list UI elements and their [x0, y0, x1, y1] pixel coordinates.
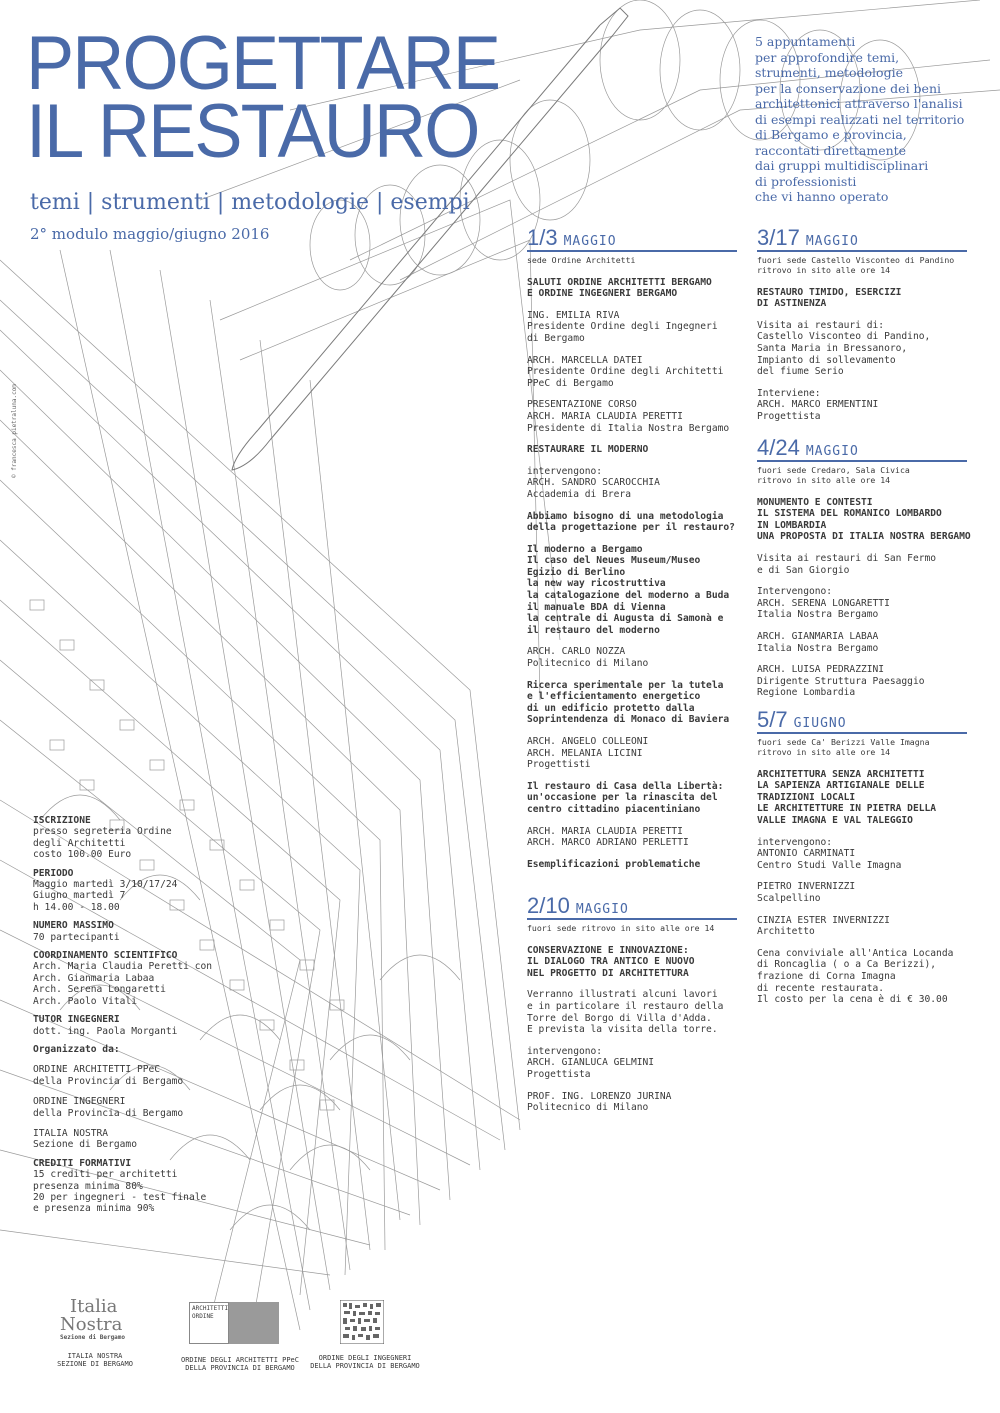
text-line: la new way ricostruttiva	[527, 578, 666, 590]
text-line: Accademia di Brera	[527, 488, 631, 500]
info-line: Maggio martedì 3/10/17/24	[33, 879, 178, 891]
module-label: 2° modulo maggio/giugno 2016	[30, 225, 270, 243]
text-line: ARCH. MARIA CLAUDIA PERETTI	[527, 825, 683, 837]
event-2	[527, 893, 737, 1124]
text-line: Abbiamo bisogno di una metodologia	[527, 510, 724, 522]
info-heading-org: Organizzato da:	[33, 1043, 120, 1055]
event-speaker	[757, 948, 967, 1006]
architetti-mark	[189, 1302, 279, 1344]
event-date	[527, 893, 737, 920]
text-line: Presidente di Italia Nostra Bergamo	[527, 422, 730, 434]
location-line: fuori sede Castello Visconteo di Pandino	[757, 254, 955, 265]
event-speaker	[757, 631, 971, 654]
event-speaker	[757, 586, 971, 621]
text-line: Progettista	[757, 410, 821, 422]
event-day: 2/10	[527, 893, 570, 918]
info-line: Arch. Maria Claudia Peretti con	[33, 961, 213, 973]
text-line: e di San Giorgio	[757, 564, 850, 576]
text-line: ARCH. GIANLUCA GELMINI	[527, 1057, 655, 1069]
event-day: 3/17	[757, 225, 800, 250]
event-topic	[527, 544, 737, 637]
info-line: dott. ing. Paola Morganti	[33, 1025, 178, 1037]
text-line: Italia Nostra Bergamo	[757, 642, 879, 654]
info-line: 15 crediti per architetti	[33, 1169, 178, 1181]
text-line: CINZIA ESTER INVERNIZZI	[757, 914, 890, 926]
event-speaker	[757, 881, 967, 904]
organizer-line: ORDINE INGEGNERI	[33, 1096, 126, 1108]
architetti-mark-text: ARCHITETTI ORDINE	[189, 1302, 229, 1344]
event-topic	[527, 277, 737, 300]
info-line: presenza minima 80%	[33, 1180, 143, 1192]
event-speaker	[527, 399, 737, 434]
event-speaker	[757, 664, 971, 699]
event-speaker	[527, 989, 737, 1035]
text-line: RESTAURO TIMIDO, ESERCIZI	[757, 286, 902, 298]
info-heading-numero: NUMERO MASSIMO	[33, 920, 114, 932]
location-line: ritrovo in sito alle ore 14	[757, 264, 891, 275]
organizer-line: Sezione di Bergamo	[33, 1139, 137, 1151]
caption-line: SEZIONE DI BERGAMO	[57, 1360, 133, 1368]
text-line: la catalogazione del moderno a Buda	[527, 590, 730, 602]
text-line: Il caso del Neues Museum/Museo	[527, 555, 701, 567]
location-line: fuori sede Ca' Berizzi Valle Imagna	[757, 736, 930, 747]
event-4	[757, 435, 971, 709]
text-line: PIETRO INVERNIZZI	[757, 881, 856, 893]
intro-line: che vi hanno operato	[755, 189, 889, 204]
event-day: 4/24	[757, 435, 800, 460]
info-line: Arch. Gianmaria Labaa	[33, 972, 155, 984]
location-line: fuori sede Credaro, Sala Civica	[757, 464, 910, 475]
photo-credit: © francesca pietraluna.com	[11, 384, 18, 478]
text-line: di recente restaurata.	[757, 982, 885, 994]
info-line: Giugno martedì 7	[33, 890, 126, 902]
organizer	[33, 1128, 212, 1151]
organizer	[33, 1064, 212, 1087]
event-month: MAGGIO	[563, 234, 617, 249]
organizer-line: ITALIA NOSTRA	[33, 1127, 109, 1139]
text-line: Intervengono:	[757, 586, 833, 598]
info-heading-tutor: TUTOR INGEGNERI	[33, 1014, 120, 1026]
text-line: Architetto	[757, 926, 815, 938]
event-topic	[527, 511, 737, 534]
organizer-line: della Provincia di Bergamo	[33, 1107, 184, 1119]
event-speaker	[527, 1091, 737, 1114]
text-line: ARCH. MARCELLA DATEI	[527, 354, 643, 366]
text-line: Il costo per la cena è di € 30.00	[757, 994, 948, 1006]
intro-line: raccontati direttamente	[755, 142, 907, 158]
text-line: DI ASTINENZA	[757, 298, 827, 310]
text-line: ARCH. MARCO ERMENTINI	[757, 399, 879, 411]
text-line: Italia Nostra Bergamo	[757, 609, 879, 621]
caption-line: ORDINE DEGLI INGEGNERI	[318, 1354, 412, 1362]
event-month: MAGGIO	[575, 902, 629, 917]
text-line: Impianto di sollevamento	[757, 354, 896, 366]
logo-mark-1: Italia	[70, 1296, 118, 1317]
event-speaker	[757, 837, 967, 872]
event-month: MAGGIO	[805, 234, 859, 249]
text-line: LA SAPIENZA ARTIGIANALE DELLE	[757, 780, 925, 792]
text-line: Il restauro di Casa della Libertà:	[527, 780, 724, 792]
text-line: di Bergamo	[527, 332, 585, 344]
organizer	[33, 1096, 212, 1119]
text-line: RESTAURARE IL MODERNO	[527, 444, 649, 456]
event-topic	[527, 859, 737, 871]
event-speaker	[757, 915, 967, 938]
event-speaker	[527, 310, 737, 345]
text-line: Il moderno a Bergamo	[527, 543, 643, 555]
info-heading-iscrizione: ISCRIZIONE	[33, 815, 91, 826]
text-line: Politecnico di Milano	[527, 658, 649, 670]
text-line: ING. EMILIA RIVA	[527, 309, 620, 321]
info-heading-periodo: PERIODO	[33, 867, 74, 879]
text-line: centro cittadino piacentiniano	[527, 803, 701, 815]
event-location	[757, 737, 967, 757]
text-line: Regione Lombardia	[757, 687, 856, 699]
text-line: Presidente Ordine degli Architetti	[527, 366, 724, 378]
location-line: fuori sede ritrovo in sito alle ore 14	[527, 922, 715, 933]
text-line: PROF. ING. LORENZO JURINA	[527, 1090, 672, 1102]
text-line: Soprintendenza di Monaco di Baviera	[527, 714, 730, 726]
event-month: MAGGIO	[805, 444, 859, 459]
logo-mark-3: Sezione di Bergamo	[60, 1334, 126, 1341]
location-line: ritrovo in sito alle ore 14	[757, 746, 891, 757]
text-line: CONSERVAZIONE E INNOVAZIONE:	[527, 944, 689, 956]
event-3	[757, 225, 967, 433]
event-day: 5/7	[757, 707, 788, 732]
text-line: E prevista la visita della torre.	[527, 1024, 718, 1036]
text-line: frazione di Corna Imagna	[757, 970, 896, 982]
text-line: Progettista	[527, 1068, 591, 1080]
text-line: IL DIALOGO TRA ANTICO E NUOVO	[527, 956, 695, 968]
intro-line: 5 appuntamenti	[755, 34, 856, 49]
text-line: ARCH. CARLO NOZZA	[527, 646, 626, 658]
text-line: IN LOMBARDIA	[757, 519, 827, 531]
text-line: ARCH. MELANIA LICINI	[527, 747, 643, 759]
text-line: e in particolare il restauro della	[527, 1000, 724, 1012]
event-date	[757, 225, 967, 252]
event-location	[527, 255, 737, 265]
intro-line: per approfondire temi,	[755, 49, 900, 65]
poster-subtitle: temi | strumenti | metodologie | esempi	[30, 190, 470, 215]
text-line: MONUMENTO E CONTESTI	[757, 496, 873, 508]
text-line: la centrale di Augusta di Samonà e	[527, 613, 724, 625]
poster-title	[26, 21, 500, 174]
info-line: e presenza minima 90%	[33, 1203, 155, 1215]
caption-italia-nostra	[40, 1352, 150, 1368]
text-line: Presidente Ordine degli Ingegneri	[527, 321, 718, 333]
event-speaker	[527, 826, 737, 849]
text-line: Verranno illustrati alcuni lavori	[527, 989, 718, 1001]
text-line: UNA PROPOSTA DI ITALIA NOSTRA BERGAMO	[757, 531, 971, 543]
logo-mark-2: Nostra	[60, 1314, 123, 1335]
intro-line: strumenti, metodologie	[755, 65, 903, 80]
info-line: costo 100.00 Euro	[33, 849, 132, 861]
text-line: Scalpellino	[757, 892, 821, 904]
text-line: Dirigente Struttura Paesaggio	[757, 675, 925, 687]
caption-ingegneri	[300, 1354, 430, 1370]
event-5	[757, 707, 967, 1016]
qr-code-icon	[340, 1300, 384, 1344]
event-topic	[527, 945, 737, 980]
text-line: LE ARCHITETTURE IN PIETRA DELLA	[757, 803, 937, 815]
text-line: Santa Maria in Bressanoro,	[757, 342, 908, 354]
text-line: PRESENTAZIONE CORSO	[527, 399, 637, 411]
text-line: E ORDINE INGEGNERI BERGAMO	[527, 288, 678, 300]
logo-italia-nostra	[40, 1298, 150, 1368]
text-line: Cena conviviale all'Antica Locanda	[757, 947, 954, 959]
intro-line: di Bergamo e provincia,	[755, 127, 907, 142]
intro-line: di esempi realizzati nel territorio	[755, 111, 965, 127]
text-line: ARCHITETTURA SENZA ARCHITETTI	[757, 768, 925, 780]
text-line: Castello Visconteo di Pandino,	[757, 331, 931, 343]
organizer-line: ORDINE ARCHITETTI PPeC	[33, 1064, 161, 1076]
text-line: PPeC di Bergamo	[527, 377, 614, 389]
caption-line: ORDINE DEGLI ARCHITETTI PPeC	[180, 1356, 299, 1364]
event-topic	[527, 444, 737, 456]
text-line: ARCH. MARCO ADRIANO PERLETTI	[527, 837, 689, 849]
title-line-2: IL RESTAURO	[26, 89, 479, 174]
text-line: Interviene:	[757, 387, 821, 399]
text-line: di un edificio protetto dalla	[527, 702, 695, 714]
text-line: ARCH. SANDRO SCAROCCHIA	[527, 477, 660, 489]
event-month: GIUGNO	[793, 716, 847, 731]
text-line: VALLE IMAGNA E VAL TALEGGIO	[757, 814, 913, 826]
logo-architetti	[175, 1302, 305, 1372]
info-heading-coord: COORDINAMENTO SCIENTIFICO	[33, 950, 178, 962]
caption-line: DELLA PROVINCIA DI BERGAMO	[185, 1364, 295, 1372]
intro-line: di professionisti	[755, 173, 857, 189]
event-speaker	[527, 646, 737, 669]
info-line: Arch. Serena Longaretti	[33, 984, 166, 996]
text-line: Visita ai restauri di:	[757, 319, 885, 331]
text-line: ARCH. LUISA PEDRAZZINI	[757, 664, 885, 676]
location-line: sede Ordine Architetti	[527, 254, 636, 265]
text-line: TRADIZIONI LOCALI	[757, 791, 856, 803]
title-line-1: PROGETTARE	[26, 21, 500, 106]
event-date	[757, 707, 967, 734]
text-line: Visita ai restauri di San Fermo	[757, 552, 937, 564]
text-line: ARCH. MARIA CLAUDIA PERETTI	[527, 410, 683, 422]
text-line: intervengono:	[527, 465, 603, 477]
text-line: il restauro del moderno	[527, 624, 660, 636]
text-line: ARCH. ANGELO COLLEONI	[527, 736, 649, 747]
text-line: Egizio di Berlino	[527, 566, 626, 578]
event-speaker	[757, 320, 967, 378]
event-speaker	[527, 1046, 737, 1081]
event-speaker	[527, 736, 737, 771]
intro-line: architettonici attraverso l'analisi	[755, 96, 963, 111]
info-column	[33, 808, 212, 1215]
event-date	[527, 225, 737, 252]
text-line: SALUTI ORDINE ARCHITETTI BERGAMO	[527, 276, 712, 288]
text-line: intervengono:	[757, 836, 833, 848]
event-location	[527, 923, 737, 933]
text-line: ANTONIO CARMINATI	[757, 848, 856, 860]
info-line: 20 per ingegneri - test finale	[33, 1191, 207, 1203]
text-line: il manuale BDA di Vienna	[527, 601, 666, 613]
info-line: presso segreteria Ordine	[33, 826, 172, 838]
organizer-line: della Provincia di Bergamo	[33, 1075, 184, 1087]
event-speaker	[527, 466, 737, 501]
event-speaker	[527, 355, 737, 390]
event-topic	[757, 287, 967, 310]
event-day: 1/3	[527, 225, 558, 250]
info-line: h 14.00 - 18.00	[33, 901, 120, 913]
text-line: Progettisti	[527, 759, 591, 771]
event-topic	[527, 781, 737, 816]
info-line: Arch. Paolo Vitali	[33, 995, 137, 1007]
text-line: NEL PROGETTO DI ARCHITETTURA	[527, 967, 689, 979]
info-line: degli Architetti	[33, 837, 126, 849]
event-topic	[757, 497, 971, 543]
caption-architetti	[175, 1356, 305, 1372]
text-line: Torre del Borgo di Villa d'Adda.	[527, 1012, 712, 1024]
italia-nostra-mark	[60, 1296, 150, 1341]
logo-ingegneri	[300, 1300, 430, 1370]
event-topic	[527, 680, 737, 726]
text-line: del fiume Serio	[757, 366, 844, 378]
text-line: Politecnico di Milano	[527, 1102, 649, 1114]
caption-line: ITALIA NOSTRA	[67, 1352, 123, 1360]
event-location	[757, 255, 967, 275]
text-line: Centro Studi Valle Imagna	[757, 859, 902, 871]
text-line: un'occasione per la rinascita del	[527, 792, 718, 804]
text-line: ARCH. SERENA LONGARETTI	[757, 597, 890, 609]
event-location	[757, 465, 971, 485]
event-topic	[757, 769, 967, 827]
text-line: della progettazione per il restauro?	[527, 522, 735, 534]
text-line: e l'efficientamento energetico	[527, 691, 701, 703]
event-speaker	[757, 553, 971, 576]
text-line: IL SISTEMA DEL ROMANICO LOMBARDO	[757, 508, 942, 520]
location-line: ritrovo in sito alle ore 14	[757, 474, 891, 485]
intro-line: per la conservazione dei beni	[755, 80, 941, 96]
event-date	[757, 435, 967, 462]
caption-line: DELLA PROVINCIA DI BERGAMO	[310, 1362, 420, 1370]
event-1	[527, 225, 737, 880]
event-speaker	[757, 388, 967, 423]
text-line: Ricerca sperimentale per la tutela	[527, 679, 724, 691]
text-line: ARCH. GIANMARIA LABAA	[757, 630, 879, 642]
info-heading-crediti: CREDITI FORMATIVI	[33, 1157, 132, 1169]
text-line: intervengono:	[527, 1045, 603, 1057]
intro-text	[755, 34, 985, 205]
info-line: 70 partecipanti	[33, 931, 120, 943]
text-line: di Roncaglia ( o a Ca Berizzi),	[757, 959, 937, 971]
intro-line: dai gruppi multidisciplinari	[755, 158, 929, 173]
text-line: Esemplificazioni problematiche	[527, 858, 701, 870]
